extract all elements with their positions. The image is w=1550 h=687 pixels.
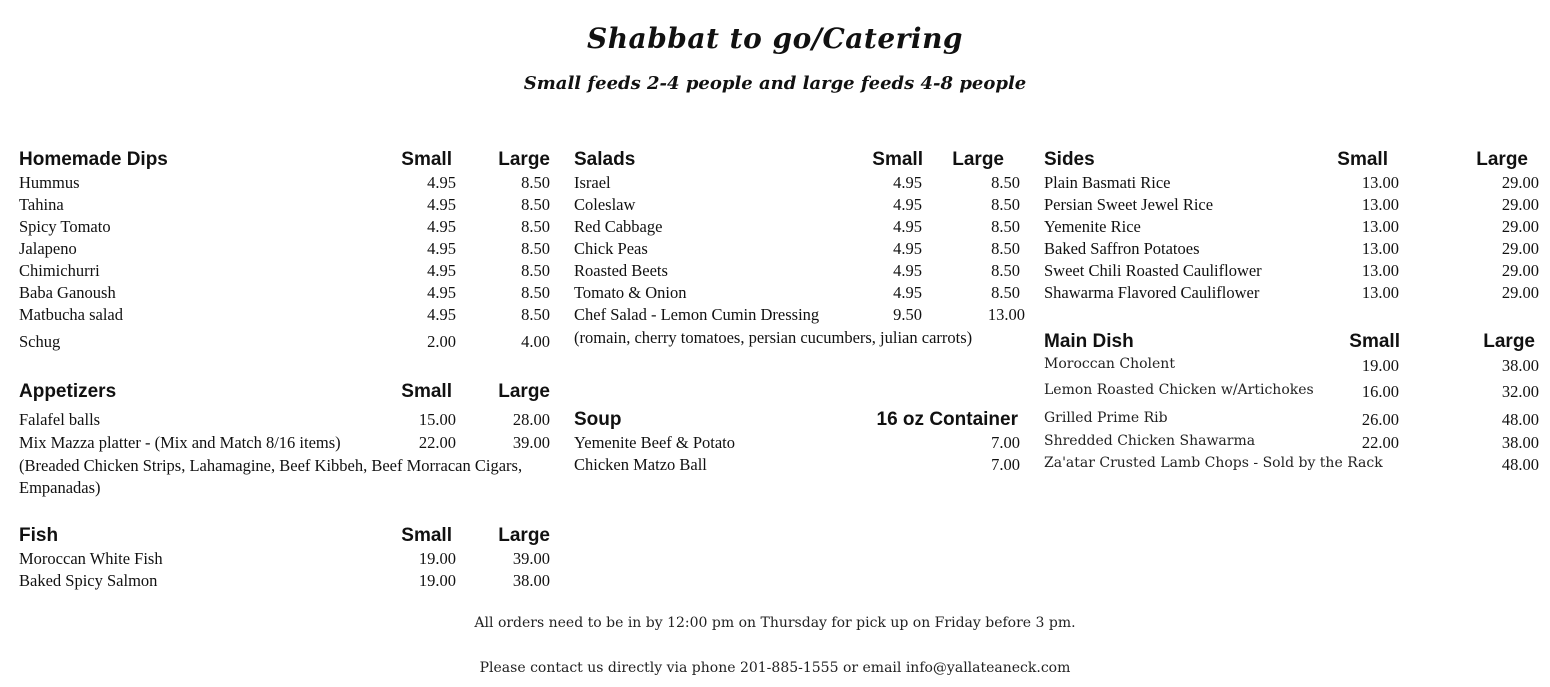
item-name: Tahina xyxy=(19,195,64,214)
menu-item xyxy=(19,305,550,327)
item-name: Spicy Tomato xyxy=(19,217,111,236)
item-price-large: 29.00 xyxy=(1501,195,1539,214)
menu-item xyxy=(1044,455,1539,477)
order-deadline-note: All orders need to be in by 12:00 pm on Thursday for pick up on Friday before 3 pm. xyxy=(474,615,1076,631)
item-price-large: 48.00 xyxy=(1501,410,1539,429)
item-name: Schug xyxy=(19,332,61,351)
item-name: Mix Mazza platter - (Mix and Match 8/16 items) xyxy=(19,433,341,452)
item-price-large: 8.50 xyxy=(991,217,1020,236)
item-price-small: 16.00 xyxy=(1361,382,1399,401)
menu-item xyxy=(19,173,550,195)
menu-item xyxy=(19,332,550,354)
column-large-label: Large xyxy=(952,149,1004,170)
item-price-large: 29.00 xyxy=(1501,217,1539,236)
item-description: (romain, cherry tomatoes, persian cucumbers, julian carrots) xyxy=(574,328,973,347)
item-name: Persian Sweet Jewel Rice xyxy=(1044,195,1214,214)
menu-item xyxy=(1044,356,1539,378)
menu-item xyxy=(19,261,550,283)
column-small-label: Small xyxy=(872,149,923,170)
menu-item xyxy=(19,433,550,455)
item-name: Yemenite Beef & Potato xyxy=(574,433,736,452)
section-title: Fish xyxy=(19,525,59,546)
item-name: Grilled Prime Rib xyxy=(1044,410,1168,426)
item-price-small: 13.00 xyxy=(1361,217,1399,236)
column-large-label: Large xyxy=(498,149,550,170)
item-price-large: 8.50 xyxy=(991,239,1020,258)
item-name: Falafel balls xyxy=(19,410,101,429)
item-price-small: 4.95 xyxy=(893,261,922,280)
menu-item xyxy=(19,217,550,239)
item-price-large: 28.00 xyxy=(512,410,550,429)
column-small-label: Small xyxy=(401,381,452,402)
item-name: Za'atar Crusted Lamb Chops - Sold by the Rack xyxy=(1044,455,1383,471)
item-name: Baked Spicy Salmon xyxy=(19,571,158,590)
item-price-small: 13.00 xyxy=(1361,261,1399,280)
item-price-small: 19.00 xyxy=(418,571,456,590)
menu-item xyxy=(1044,283,1539,305)
item-price-large: 8.50 xyxy=(991,261,1020,280)
item-name: Roasted Beets xyxy=(574,261,668,280)
item-price-small: 4.95 xyxy=(427,283,456,302)
item-price-small: 2.00 xyxy=(427,332,456,351)
item-price-large: 13.00 xyxy=(987,305,1025,324)
menu-item xyxy=(574,455,1020,477)
item-name: Baked Saffron Potatoes xyxy=(1044,239,1200,258)
item-price-large: 48.00 xyxy=(1501,455,1539,474)
section-title: Sides xyxy=(1044,149,1095,170)
menu-item xyxy=(574,173,1020,195)
menu-item xyxy=(1044,173,1539,195)
item-name: Moroccan White Fish xyxy=(19,549,163,568)
item-price-small: 4.95 xyxy=(893,217,922,236)
item-price-small: 4.95 xyxy=(427,305,456,324)
menu-item xyxy=(19,410,550,432)
column-small-label: Small xyxy=(1337,149,1388,170)
item-name: Baba Ganoush xyxy=(19,283,116,302)
menu-item xyxy=(574,195,1020,217)
item-name: Chimichurri xyxy=(19,261,100,280)
section-title: Homemade Dips xyxy=(19,149,168,170)
menu-item xyxy=(1044,410,1539,432)
item-price-large: 8.50 xyxy=(521,283,550,302)
section-header-soup xyxy=(574,409,1018,431)
item-price-large: 29.00 xyxy=(1501,239,1539,258)
section-header-salads xyxy=(574,149,1004,171)
item-price-large: 8.50 xyxy=(521,217,550,236)
item-price-small: 13.00 xyxy=(1361,195,1399,214)
item-name: Chick Peas xyxy=(574,239,648,258)
menu-item xyxy=(574,261,1020,283)
item-price-large: 8.50 xyxy=(521,195,550,214)
item-name: Hummus xyxy=(19,173,80,192)
section-title: Salads xyxy=(574,149,636,170)
column-large-label: Large xyxy=(498,525,550,546)
item-price-small: 9.50 xyxy=(893,305,922,324)
column-container-label: 16 oz Container xyxy=(876,409,1018,430)
menu-item xyxy=(19,571,550,593)
menu-item xyxy=(574,239,1020,261)
page-title: Shabbat to go/Catering xyxy=(586,22,964,55)
item-name: Shredded Chicken Shawarma xyxy=(1044,433,1256,449)
menu-item xyxy=(574,433,1020,455)
menu-item xyxy=(574,305,1025,327)
item-name: Red Cabbage xyxy=(574,217,663,236)
item-price-large: 8.50 xyxy=(521,173,550,192)
item-price: 7.00 xyxy=(991,433,1020,452)
item-price-small: 4.95 xyxy=(427,195,456,214)
item-price-small: 19.00 xyxy=(1361,356,1399,375)
item-name: Chef Salad - Lemon Cumin Dressing xyxy=(574,305,820,324)
item-price-small: 4.95 xyxy=(427,173,456,192)
item-name: Matbucha salad xyxy=(19,305,124,324)
item-price-small: 13.00 xyxy=(1361,239,1399,258)
menu-item xyxy=(19,195,550,217)
menu-item xyxy=(1044,433,1539,455)
section-title: Appetizers xyxy=(19,381,117,402)
item-price-large: 8.50 xyxy=(991,283,1020,302)
menu-item xyxy=(574,283,1020,305)
column-small-label: Small xyxy=(401,525,452,546)
column-small-label: Small xyxy=(401,149,452,170)
item-price-small: 4.95 xyxy=(893,173,922,192)
section-header-dips xyxy=(19,149,550,171)
item-price-large: 38.00 xyxy=(1501,356,1539,375)
item-price-small: 19.00 xyxy=(418,549,456,568)
item-name: Jalapeno xyxy=(19,239,77,258)
item-price-small: 15.00 xyxy=(418,410,456,429)
item-price-large: 32.00 xyxy=(1501,382,1539,401)
item-price-large: 29.00 xyxy=(1501,173,1539,192)
item-name: Tomato & Onion xyxy=(574,283,687,302)
item-price-large: 39.00 xyxy=(512,549,550,568)
item-price-small: 4.95 xyxy=(893,239,922,258)
item-price-small: 4.95 xyxy=(427,217,456,236)
item-price-large: 8.50 xyxy=(991,173,1020,192)
column-large-label: Large xyxy=(498,381,550,402)
item-price-large: 38.00 xyxy=(1501,433,1539,452)
item-price-small: 4.95 xyxy=(427,239,456,258)
item-description: (Breaded Chicken Strips, Lahamagine, Beef Kibbeh, Beef Morracan Cigars, Empanadas) xyxy=(19,456,523,497)
item-name: Shawarma Flavored Cauliflower xyxy=(1044,283,1260,302)
item-price-small: 4.95 xyxy=(893,195,922,214)
item-price-small: 13.00 xyxy=(1361,173,1399,192)
item-name: Coleslaw xyxy=(574,195,636,214)
section-header-fish xyxy=(19,525,550,547)
item-name: Moroccan Cholent xyxy=(1044,356,1175,372)
column-large-label: Large xyxy=(1476,149,1528,170)
item-price-small: 26.00 xyxy=(1361,410,1399,429)
column-large-label: Large xyxy=(1483,331,1535,352)
page-subtitle: Small feeds 2-4 people and large feeds 4-8 people xyxy=(523,73,1027,94)
item-price-large: 38.00 xyxy=(512,571,550,590)
section-header-main-dish xyxy=(1044,331,1535,353)
column-small-label: Small xyxy=(1349,331,1400,352)
item-price-large: 8.50 xyxy=(521,261,550,280)
menu-item xyxy=(19,549,550,571)
item-price-large: 4.00 xyxy=(521,332,550,351)
item-price-large: 8.50 xyxy=(991,195,1020,214)
section-title: Soup xyxy=(574,409,622,430)
item-price-small: 13.00 xyxy=(1361,283,1399,302)
section-title: Main Dish xyxy=(1044,331,1134,352)
item-price-large: 39.00 xyxy=(512,433,550,452)
menu-item xyxy=(19,239,550,261)
menu-item xyxy=(1044,382,1539,404)
item-name: Sweet Chili Roasted Cauliflower xyxy=(1044,261,1262,280)
item-name: Lemon Roasted Chicken w/Artichokes xyxy=(1044,382,1314,398)
item-price-large: 29.00 xyxy=(1501,283,1539,302)
item-price-small: 4.95 xyxy=(893,283,922,302)
item-price: 7.00 xyxy=(991,455,1020,474)
item-price-small: 22.00 xyxy=(1361,433,1399,452)
item-name: Plain Basmati Rice xyxy=(1044,173,1171,192)
contact-note: Please contact us directly via phone 201-885-1555 or email info@yallateaneck.com xyxy=(479,660,1071,676)
item-name: Israel xyxy=(574,173,611,192)
item-name: Yemenite Rice xyxy=(1044,217,1141,236)
item-price-large: 8.50 xyxy=(521,239,550,258)
item-price-small: 22.00 xyxy=(418,433,456,452)
section-header-sides xyxy=(1044,149,1528,171)
menu-item xyxy=(574,217,1020,239)
section-header-appetizers xyxy=(19,381,550,403)
item-price-large: 29.00 xyxy=(1501,261,1539,280)
item-price-large: 8.50 xyxy=(521,305,550,324)
menu-item xyxy=(1044,217,1539,239)
menu-item xyxy=(19,283,550,305)
item-price-small: 4.95 xyxy=(427,261,456,280)
menu-item xyxy=(1044,195,1539,217)
item-name: Chicken Matzo Ball xyxy=(574,455,707,474)
menu-item xyxy=(1044,261,1539,283)
menu-item xyxy=(1044,239,1539,261)
